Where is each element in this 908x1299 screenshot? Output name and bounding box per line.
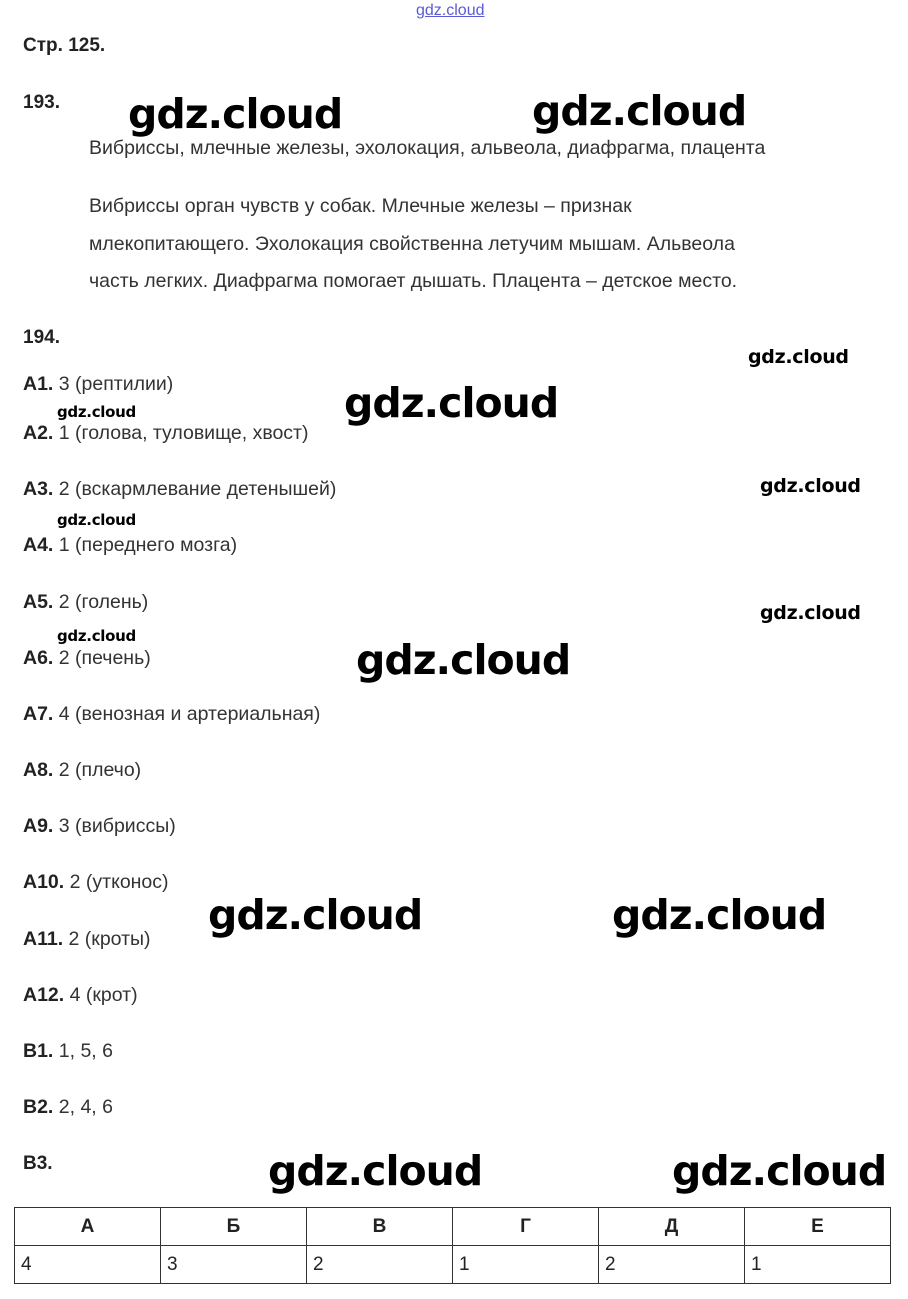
answer-text: 1 (голова, туловище, хвост): [58, 422, 309, 444]
answer-item: [23, 871, 169, 894]
watermark: gdz.cloud: [57, 627, 136, 645]
answer-item: [23, 1096, 113, 1119]
answer-item: [23, 534, 237, 557]
watermark: gdz.cloud: [760, 602, 861, 624]
watermark: gdz.cloud: [672, 1147, 887, 1195]
answer-text: 2 (печень): [58, 647, 151, 669]
answer-item: [23, 422, 308, 445]
answer-label: А4.: [23, 534, 54, 556]
answer-item: [23, 647, 151, 670]
table-header-cell: Д: [599, 1208, 745, 1246]
answer-item: [23, 373, 173, 396]
watermark: gdz.cloud: [128, 90, 343, 138]
answer-item: [23, 759, 141, 782]
watermark: gdz.cloud: [57, 403, 136, 421]
answer-label: А8.: [23, 759, 54, 781]
table-cell: 4: [15, 1246, 161, 1284]
answer-text: 1, 5, 6: [58, 1040, 113, 1062]
watermark: gdz.cloud: [612, 891, 827, 939]
answer-text: 2 (вскармлевание детенышей): [58, 478, 337, 500]
answer-label: А12.: [23, 984, 65, 1006]
answer-item: [23, 928, 151, 951]
watermark: gdz.cloud: [268, 1147, 483, 1195]
b3-label: В3.: [23, 1153, 53, 1174]
watermark: gdz.cloud: [208, 891, 423, 939]
answer-text: 3 (рептилии): [58, 373, 174, 395]
answer-text: 4 (венозная и артериальная): [58, 703, 321, 725]
watermark: gdz.cloud: [760, 475, 861, 497]
answer-label: А6.: [23, 647, 54, 669]
paragraph-line: Вибриссы орган чувств у собак. Млечные железы – признак: [89, 195, 632, 217]
answer-label: А7.: [23, 703, 54, 725]
answer-label: В1.: [23, 1040, 54, 1062]
b3-table: [14, 1207, 891, 1284]
header-link[interactable]: gdz.cloud: [416, 2, 485, 19]
answer-label: А11.: [23, 928, 64, 950]
answer-label: В2.: [23, 1096, 54, 1118]
table-cell: 3: [161, 1246, 307, 1284]
table-header-row: [15, 1208, 891, 1246]
answer-label: А5.: [23, 591, 54, 613]
task-194-number: 194.: [23, 327, 60, 348]
table-cell: 2: [307, 1246, 453, 1284]
watermark: gdz.cloud: [356, 636, 571, 684]
table-header-cell: В: [307, 1208, 453, 1246]
answer-text: 2 (голень): [58, 591, 149, 613]
answer-item: [23, 815, 176, 838]
table-header-cell: Е: [745, 1208, 891, 1246]
answer-item: [23, 703, 320, 726]
table-cell: 2: [599, 1246, 745, 1284]
answer-item: [23, 591, 148, 614]
table-row: [15, 1246, 891, 1284]
answer-text: 4 (крот): [69, 984, 138, 1006]
page-label: Стр. 125.: [23, 35, 106, 56]
table-header-cell: Б: [161, 1208, 307, 1246]
answer-label: А1.: [23, 373, 54, 395]
answer-text: 2 (плечо): [58, 759, 142, 781]
answer-label: А3.: [23, 478, 54, 500]
task-193-terms: Вибриссы, млечные железы, эхолокация, альвеола, диафрагма, плацента: [89, 137, 766, 159]
table-cell: 1: [453, 1246, 599, 1284]
watermark: gdz.cloud: [748, 346, 849, 368]
table-cell: 1: [745, 1246, 891, 1284]
answer-text: 1 (переднего мозга): [58, 534, 238, 556]
paragraph-line: часть легких. Диафрагма помогает дышать. Плацента – детское место.: [89, 270, 738, 292]
answer-label: А10.: [23, 871, 65, 893]
watermark: gdz.cloud: [57, 511, 136, 529]
answer-item: [23, 984, 138, 1007]
answer-item: [23, 1040, 113, 1063]
answer-label: А2.: [23, 422, 54, 444]
task-193-number: 193.: [23, 92, 60, 113]
answer-item: [23, 478, 336, 501]
answer-text: 2 (утконос): [69, 871, 169, 893]
answer-text: 3 (вибриссы): [58, 815, 176, 837]
paragraph-line: млекопитающего. Эхолокация свойственна летучим мышам. Альвеола: [89, 233, 735, 255]
table-header-cell: А: [15, 1208, 161, 1246]
table-header-cell: Г: [453, 1208, 599, 1246]
answer-label: А9.: [23, 815, 54, 837]
watermark: gdz.cloud: [532, 87, 747, 135]
answer-text: 2 (кроты): [68, 928, 151, 950]
watermark: gdz.cloud: [344, 379, 559, 427]
answer-text: 2, 4, 6: [58, 1096, 113, 1118]
